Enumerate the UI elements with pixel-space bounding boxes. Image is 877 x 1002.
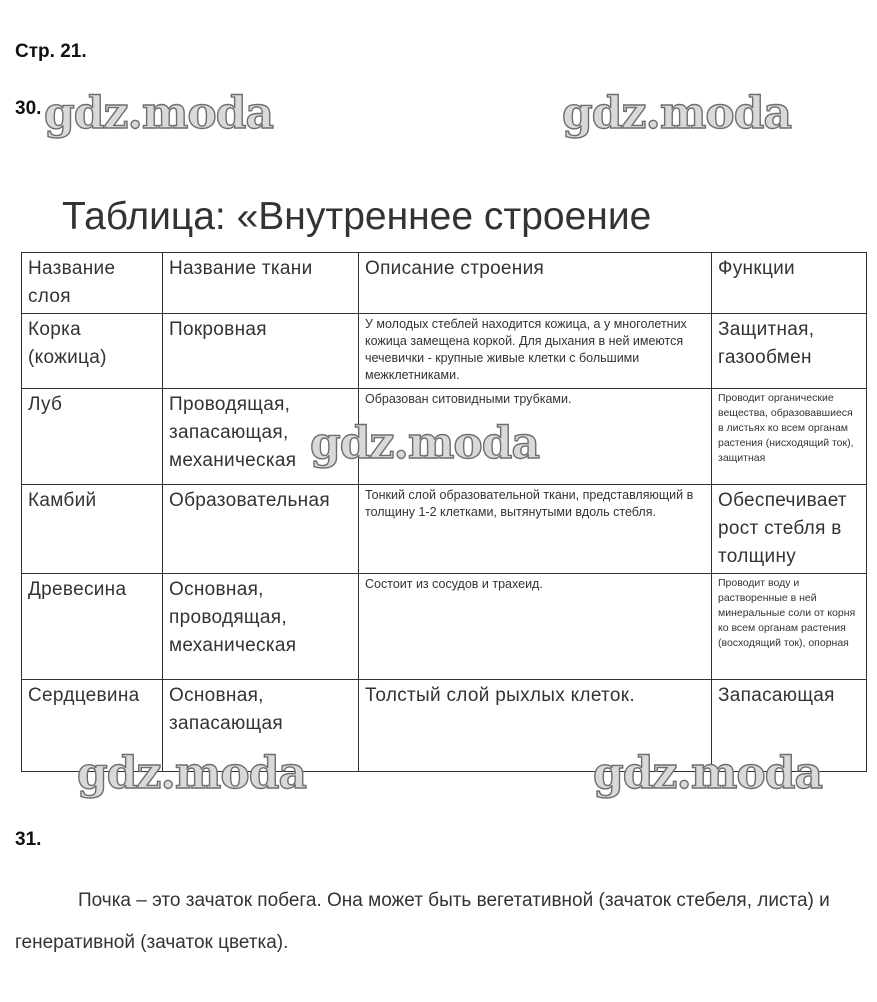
tissue-name: Основная, запасающая	[163, 680, 359, 772]
layer-name: Луб	[22, 389, 163, 485]
column-header: Функции	[712, 253, 867, 314]
structure-description: Толстый слой рыхлых клеток.	[359, 680, 712, 772]
watermark: gdz.moda	[310, 418, 540, 469]
structure-description: Состоит из сосудов и трахеид.	[359, 574, 712, 680]
function: Проводит воду и растворенные в ней минеральные соли от корня ко всем органам растения (восходящий ток), опорная	[712, 574, 867, 680]
watermark: gdz.moda	[562, 88, 792, 139]
column-header: Название ткани	[163, 253, 359, 314]
function: Проводит органические вещества, образовавшиеся в листьях ко всем органам растения (нисходящий ток), защитная	[712, 389, 867, 485]
table-row	[22, 574, 867, 680]
table-row	[22, 485, 867, 574]
layer-name: Корка (кожица)	[22, 314, 163, 389]
table-row	[22, 314, 867, 389]
column-header: Описание строения	[359, 253, 712, 314]
structure-description: Тонкий слой образовательной ткани, представляющий в толщину 1-2 клетками, вытянутыми вдоль стебля.	[359, 485, 712, 574]
watermark: gdz.moda	[593, 748, 823, 799]
tissue-name: Проводящая, запасающая, механическая	[163, 389, 359, 485]
table-header-row	[22, 253, 867, 314]
table-title: Таблица: «Внутреннее строение	[62, 195, 652, 238]
task-31-number: 31.	[15, 829, 42, 850]
tissue-name: Основная, проводящая, механическая	[163, 574, 359, 680]
layer-name: Сердцевина	[22, 680, 163, 772]
page-header: Стр. 21.	[15, 41, 87, 62]
watermark: gdz.moda	[77, 748, 307, 799]
tissue-name: Образовательная	[163, 485, 359, 574]
structure-description: У молодых стеблей находится кожица, а у многолетних кожица замещена коркой. Для дыхания в ней имеются чечевички - крупные живые клетки с большими межклетниками.	[359, 314, 712, 389]
tissue-name: Покровная	[163, 314, 359, 389]
watermark: gdz.moda	[44, 88, 274, 139]
task-31-answer: Почка – это зачаток побега. Она может быть вегетативной (зачаток стебеля, листа) и генеративной (зачаток цветка).	[15, 890, 830, 953]
column-header: Название слоя	[22, 253, 163, 314]
layer-name: Древесина	[22, 574, 163, 680]
structure-description: Образован ситовидными трубками.	[359, 389, 712, 485]
function: Запасающая	[712, 680, 867, 772]
function: Защитная, газообмен	[712, 314, 867, 389]
function: Обеспечивает рост стебля в толщину	[712, 485, 867, 574]
task-30-number: 30.	[15, 98, 42, 119]
structure-table	[21, 252, 867, 772]
layer-name: Камбий	[22, 485, 163, 574]
